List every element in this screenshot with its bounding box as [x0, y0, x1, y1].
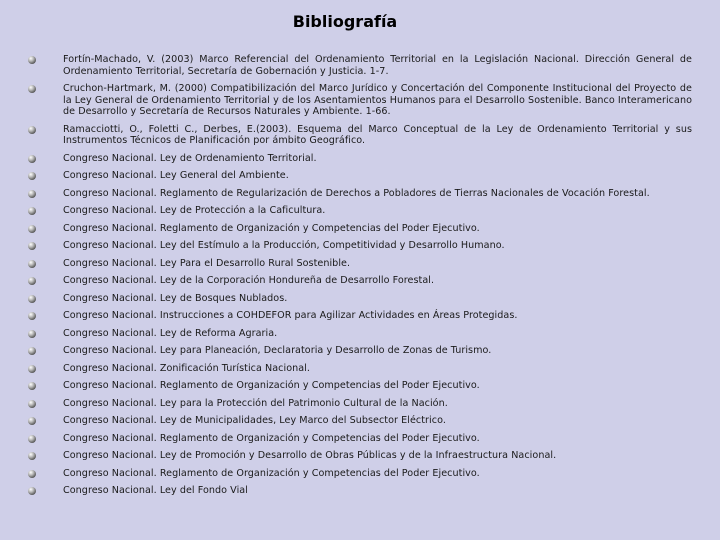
- reference-text: Congreso Nacional. Ley de Bosques Nublados.: [63, 292, 288, 304]
- reference-text: Congreso Nacional. Ley de Ordenamiento Territorial.: [63, 152, 317, 164]
- reference-text: Congreso Nacional. Ley de la Corporación Hondureña de Desarrollo Forestal.: [63, 275, 435, 286]
- reference-item: [28, 398, 692, 410]
- bullet-icon: [28, 382, 36, 390]
- bullet-icon: [28, 295, 36, 303]
- bullet-icon: [28, 207, 36, 215]
- bullet-icon: [28, 277, 36, 285]
- reference-text: Congreso Nacional. Ley de Municipalidades, Ley Marco del Subsector Eléctrico.: [63, 415, 446, 426]
- reference-item: [28, 485, 692, 497]
- bullet-icon: [28, 365, 36, 373]
- reference-item: [28, 240, 692, 252]
- reference-item: [28, 170, 692, 182]
- bullet-icon: [28, 155, 36, 163]
- reference-item: [28, 415, 692, 427]
- reference-text: Cruchon-Hartmark, M. (2000) Compatibilización del Marco Jurídico y Concertación del Componente Institucional del Proyecto de la Ley General de Ordenamiento Territorial y de los Asentamientos Humanos para el Desarrollo Sostenible. Banco Interamericano de Desarrollo y Secretaría de Recursos Naturales y Ambiente. 1-66.: [63, 83, 692, 117]
- reference-text: Congreso Nacional. Ley del Fondo Vial: [63, 485, 248, 496]
- reference-text: Congreso Nacional. Instrucciones a COHDEFOR para Agilizar Actividades en Áreas Protegidas.: [63, 310, 518, 321]
- reference-text: Congreso Nacional. Ley para la Protección del Patrimonio Cultural de la Nación.: [63, 397, 448, 409]
- page-title: Bibliografía: [292, 12, 398, 31]
- reference-text: Fortín-Machado, V. (2003) Marco Referencial del Ordenamiento Territorial en la Legislación Nacional. Dirección General de Ordenamiento Territorial, Secretaría de Gobernación y Justicia. 1-7.: [63, 54, 692, 77]
- reference-text: Congreso Nacional. Reglamento de Organización y Competencias del Poder Ejecutivo.: [63, 432, 480, 444]
- reference-text: Congreso Nacional. Zonificación Turística Nacional.: [63, 362, 311, 374]
- bullet-icon: [28, 330, 36, 338]
- reference-item: [28, 124, 692, 147]
- bullet-icon: [28, 347, 36, 355]
- reference-item: [28, 328, 692, 340]
- reference-list: [28, 54, 692, 503]
- bullet-icon: [28, 417, 36, 425]
- bullet-icon: [28, 85, 36, 93]
- reference-item: [28, 83, 692, 118]
- bullet-icon: [28, 126, 36, 134]
- bullet-icon: [28, 190, 36, 198]
- reference-text: Congreso Nacional. Ley General del Ambiente.: [63, 170, 289, 181]
- reference-text: Congreso Nacional. Reglamento de Regularización de Derechos a Pobladores de Tierras Nacionales de Vocación Forestal.: [63, 187, 650, 199]
- bullet-icon: [28, 400, 36, 408]
- reference-item: [28, 293, 692, 305]
- reference-item: [28, 468, 692, 480]
- reference-item: [28, 205, 692, 217]
- reference-text: Congreso Nacional. Ley del Estímulo a la Producción, Competitividad y Desarrollo Humano.: [63, 240, 505, 251]
- reference-item: [28, 275, 692, 287]
- reference-text: Congreso Nacional. Ley Para el Desarrollo Rural Sostenible.: [63, 257, 351, 269]
- bullet-icon: [28, 172, 36, 180]
- reference-item: [28, 380, 692, 392]
- bullet-icon: [28, 435, 36, 443]
- reference-item: [28, 223, 692, 235]
- reference-item: [28, 153, 692, 165]
- bullet-icon: [28, 56, 36, 64]
- reference-text: Ramacciotti, O., Foletti C., Derbes, E.(2003). Esquema del Marco Conceptual de la Ley de Ordenamiento Territorial y sus Instrumentos Técnicos de Planificación por ámbito Geográfico.: [63, 123, 692, 146]
- reference-item: [28, 258, 692, 270]
- bullet-icon: [28, 260, 36, 268]
- reference-item: [28, 54, 692, 77]
- reference-item: [28, 433, 692, 445]
- reference-text: Congreso Nacional. Reglamento de Organización y Competencias del Poder Ejecutivo.: [63, 467, 480, 479]
- reference-text: Congreso Nacional. Reglamento de Organización y Competencias del Poder Ejecutivo.: [63, 380, 480, 391]
- reference-text: Congreso Nacional. Ley de Protección a la Caficultura.: [63, 205, 326, 216]
- bullet-icon: [28, 487, 36, 495]
- bullet-icon: [28, 452, 36, 460]
- reference-text: Congreso Nacional. Ley de Promoción y Desarrollo de Obras Públicas y de la Infraestructura Nacional.: [63, 450, 557, 461]
- bullet-icon: [28, 470, 36, 478]
- bullet-icon: [28, 242, 36, 250]
- bullet-icon: [28, 225, 36, 233]
- reference-text: Congreso Nacional. Ley de Reforma Agraria.: [63, 327, 278, 339]
- reference-item: [28, 345, 692, 357]
- reference-item: [28, 188, 692, 200]
- reference-item: [28, 363, 692, 375]
- reference-text: Congreso Nacional. Reglamento de Organización y Competencias del Poder Ejecutivo.: [63, 222, 480, 234]
- reference-text: Congreso Nacional. Ley para Planeación, Declaratoria y Desarrollo de Zonas de Turismo.: [63, 345, 492, 356]
- reference-item: [28, 310, 692, 322]
- bullet-icon: [28, 312, 36, 320]
- reference-item: [28, 450, 692, 462]
